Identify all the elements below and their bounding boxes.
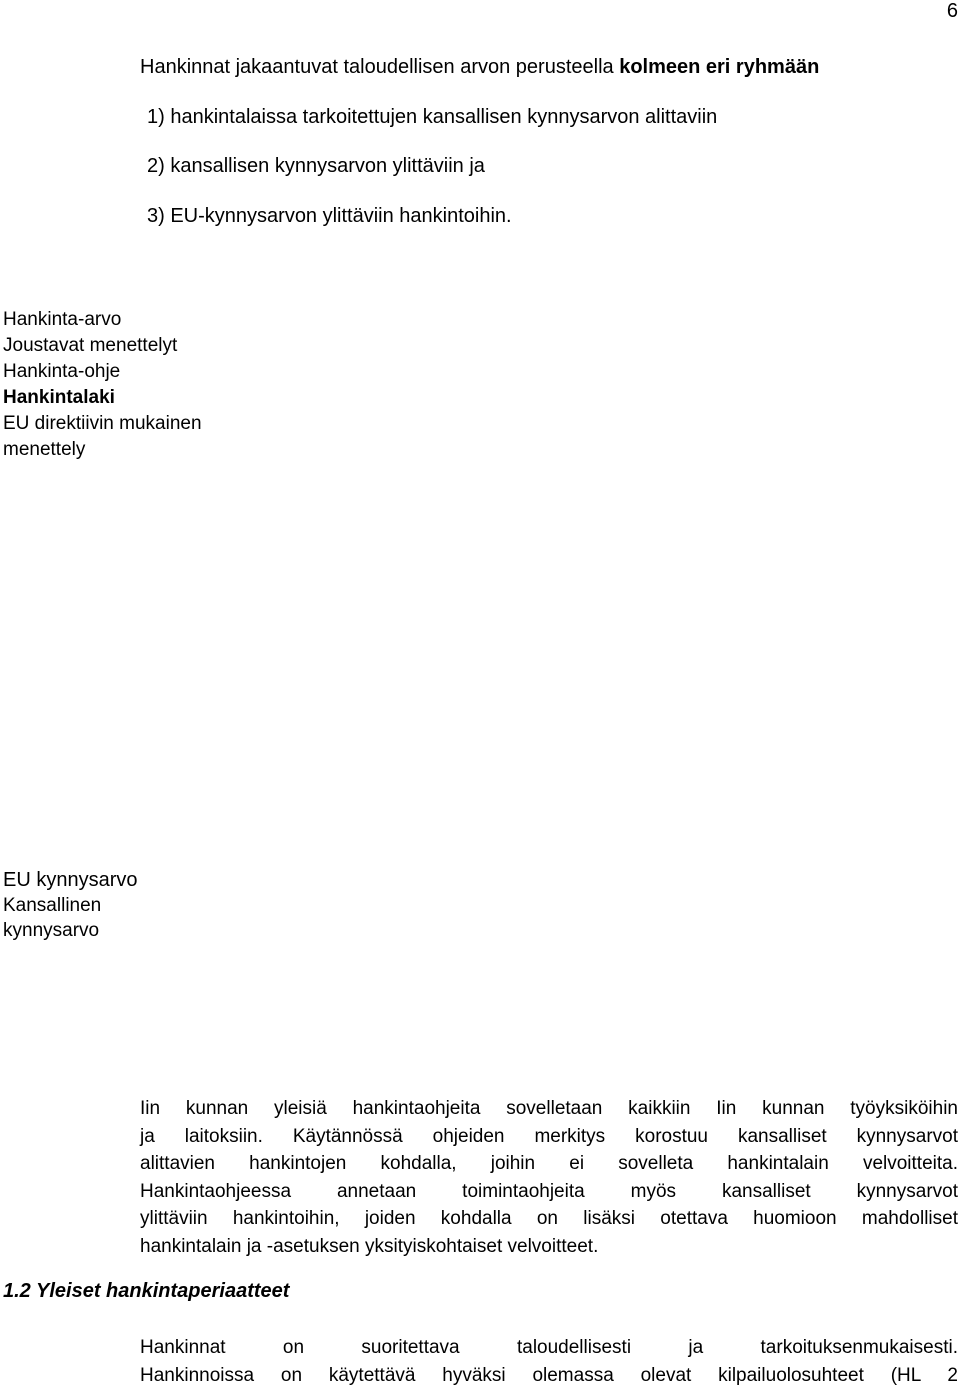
diagram-label-eu-procedure-2: menettely [3,439,86,460]
diagram-label-eu-threshold: EU kynnysarvo [3,869,138,891]
paragraph-line: alittavien hankintojen kohdalla, joihin ei sovelleta hankintalain velvoitteita. [140,1153,958,1174]
diagram-label-law: Hankintalaki [3,387,115,408]
paragraph-line: ylittäviin hankintoihin, joiden kohdalla on lisäksi otettava huomioon mahdolliset [140,1208,958,1229]
paragraph-line: Hankintaohjeessa annetaan toimintaohjeita myös kansalliset kynnysarvot [140,1180,958,1202]
paragraph-line: Iin kunnan yleisiä hankintaohjeita sovelletaan kaikkiin Iin kunnan työyksiköihin [140,1098,958,1119]
diagram-label-national-1: Kansallinen [3,895,102,916]
diagram-label-guideline: Hankinta-ohje [3,361,121,382]
paragraph-line: hankintalain ja -asetuksen yksityiskohtaiset velvoitteet. [140,1235,599,1257]
section-heading: 1.2 Yleiset hankintaperiaatteet [3,1280,290,1302]
page-number: 6 [946,0,958,22]
intro-text: Hankinnat jakaantuvat taloudellisen arvon perusteella [140,56,620,78]
diagram-label-national-2: kynnysarvo [3,920,100,941]
diagram-label-flexible: Joustavat menettelyt [3,335,178,356]
paragraph-principles [140,1334,958,1389]
paragraph-line: Hankinnoissa on käytettävä hyväksi olemassa olevat kilpailuolosuhteet (HL 2 [140,1364,958,1386]
group-item-1: 1) hankintalaissa tarkoitettujen kansallisen kynnysarvon alittaviin [147,106,718,128]
diagram-label-eu-procedure-1: EU direktiivin mukainen [3,413,202,434]
paragraph-line: ja laitoksiin. Käytännössä ohjeiden merkitys korostuu kansalliset kynnysarvot [140,1125,958,1147]
group-item-2: 2) kansallisen kynnysarvon ylittäviin ja [147,155,485,177]
paragraph-guidelines [140,1095,958,1260]
diagram-label-value: Hankinta-arvo [3,309,122,330]
group-item-3: 3) EU-kynnysarvon ylittäviin hankintoihin. [147,205,512,227]
intro-sentence [140,56,819,79]
intro-bold: kolmeen eri ryhmään [619,56,820,78]
paragraph-line: Hankinnat on suoritettava taloudellisesti ja tarkoituksenmukaisesti. [140,1337,958,1358]
